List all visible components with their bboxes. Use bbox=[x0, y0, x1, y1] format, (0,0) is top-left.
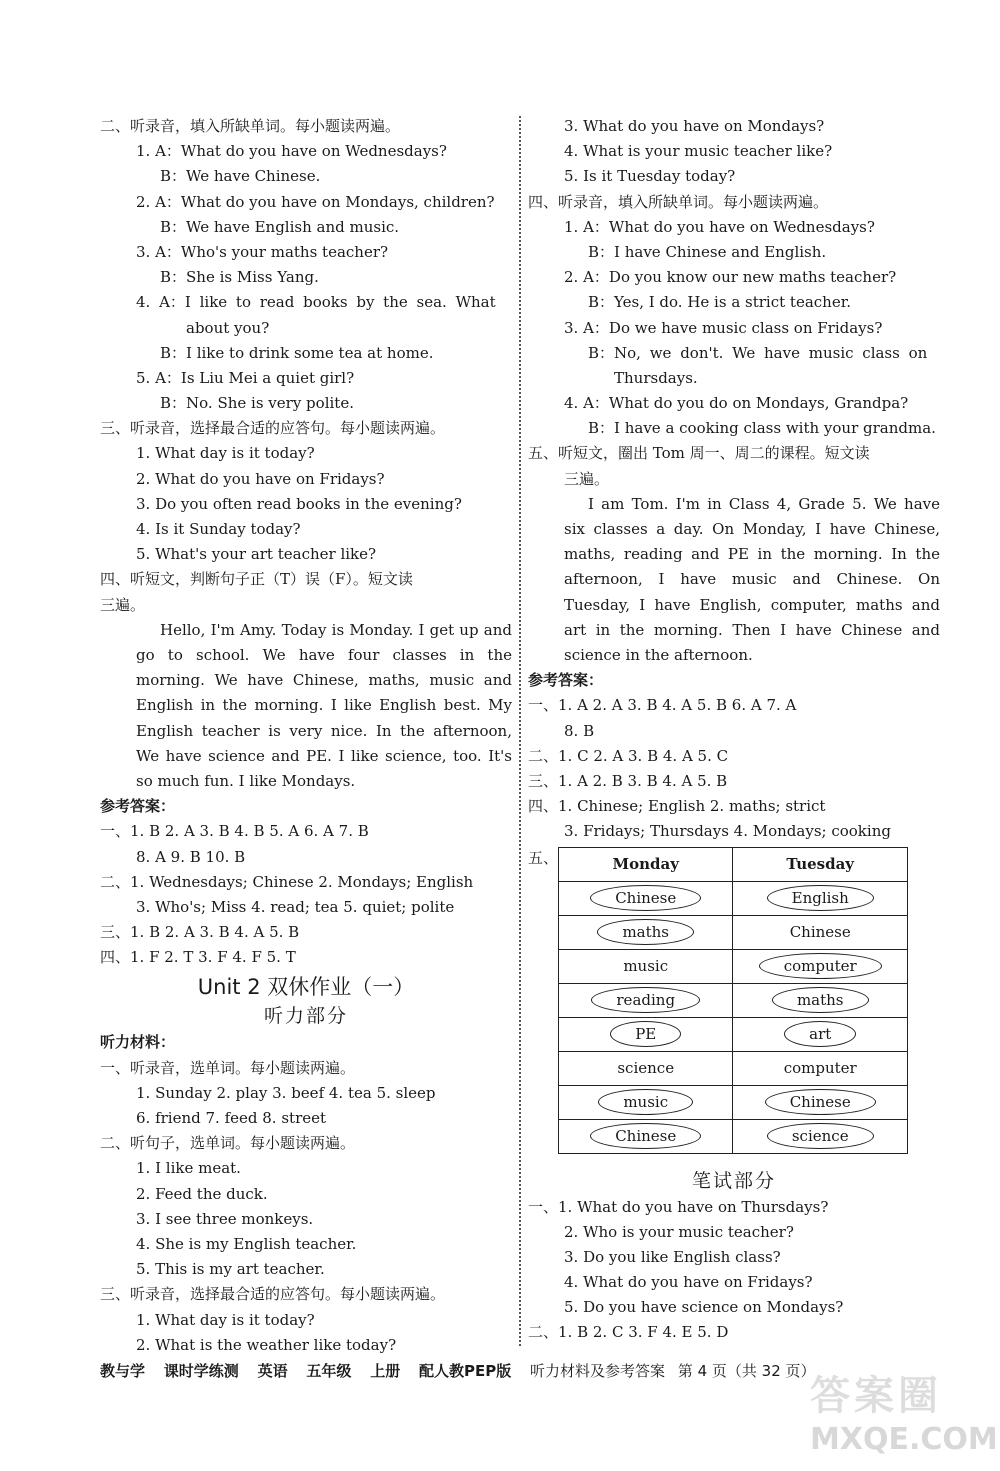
subject: music bbox=[623, 957, 669, 976]
answer-line: 3. Who's; Miss 4. read; tea 5. quiet; polite bbox=[136, 897, 455, 916]
dialog-line: B：Yes, I do. He is a strict teacher. bbox=[588, 293, 851, 312]
table-row bbox=[559, 1119, 908, 1153]
answer-five-label: 五、 bbox=[528, 848, 559, 867]
table-cell-monday bbox=[559, 1119, 733, 1153]
section-title: 五、听短文，圈出 Tom 周一、周二的课程。短文读 bbox=[528, 444, 870, 463]
answer-line: 一、1. B 2. A 3. B 4. B 5. A 6. A 7. B bbox=[100, 822, 369, 841]
material-title: 听力材料： bbox=[100, 1033, 176, 1052]
circled-subject: Chinese bbox=[590, 1123, 701, 1149]
dialog-line: B：No, we don't. We have music class on bbox=[588, 343, 928, 362]
list-item: 5. What's your art teacher like? bbox=[136, 545, 377, 564]
table-row bbox=[559, 949, 908, 983]
list-item: 3. What do you have on Mondays? bbox=[564, 117, 825, 135]
right-column bbox=[528, 114, 940, 1346]
column-divider bbox=[519, 116, 521, 1346]
watermark-url: MXQE.COM bbox=[810, 1422, 998, 1457]
circled-subject: computer bbox=[759, 953, 882, 979]
answer-line: 2. Who is your music teacher? bbox=[564, 1222, 794, 1241]
table-cell-monday bbox=[559, 1051, 733, 1085]
table-cell-tuesday bbox=[733, 983, 908, 1017]
dialog-line: B：I like to drink some tea at home. bbox=[160, 343, 434, 362]
written-part-title: 笔试部分 bbox=[691, 1169, 776, 1192]
passage: Hello, I'm Amy. Today is Monday. I get up and go to school. We have four classes in the morning. We have Chinese, maths, music and English in the morning. I like English best. My English teacher is very nice. In the afternoon, We have science and PE. I like science, too. It's so much fun. I like Mondays. bbox=[136, 620, 512, 790]
subject: science bbox=[617, 1059, 675, 1078]
dialog-line: 3. A：Who's your maths teacher? bbox=[136, 242, 389, 261]
word-list: 6. friend 7. feed 8. street bbox=[136, 1109, 327, 1128]
table-row bbox=[559, 1085, 908, 1119]
answer-five bbox=[528, 847, 940, 1167]
answer-line: 8. A 9. B 10. B bbox=[136, 847, 246, 866]
dialog-line: B：I have Chinese and English. bbox=[588, 242, 827, 261]
circled-subject: music bbox=[598, 1089, 693, 1115]
schedule-table bbox=[558, 847, 908, 1154]
table-cell-tuesday bbox=[733, 881, 908, 915]
section-title: 三、听录音，选择最合适的应答句。每小题读两遍。 bbox=[100, 1285, 446, 1304]
section-title-cont: 三遍。 bbox=[564, 469, 610, 488]
circled-subject: PE bbox=[610, 1021, 681, 1047]
watermark bbox=[810, 1370, 998, 1465]
part-title: 听力部分 bbox=[263, 1005, 348, 1028]
table-header-monday: Monday bbox=[559, 847, 733, 881]
list-item: 3. I see three monkeys. bbox=[136, 1209, 314, 1228]
answer-line: 四、1. F 2. T 3. F 4. F 5. T bbox=[100, 948, 296, 967]
dialog-line: B：We have Chinese. bbox=[160, 167, 321, 186]
section-title: 二、听句子，选单词。每小题读两遍。 bbox=[100, 1134, 356, 1153]
dialog-line: 5. A：Is Liu Mei a quiet girl? bbox=[136, 368, 355, 387]
answer-line: 3. Do you like English class? bbox=[564, 1247, 781, 1266]
dialog-line: B：We have English and music. bbox=[160, 217, 400, 236]
circled-subject: maths bbox=[772, 987, 869, 1013]
table-cell-tuesday bbox=[733, 1119, 908, 1153]
table-cell-tuesday bbox=[733, 1085, 908, 1119]
table-header-tuesday: Tuesday bbox=[733, 847, 908, 881]
dialog-line: about you? bbox=[186, 318, 270, 337]
list-item: 4. Is it Sunday today? bbox=[136, 520, 301, 538]
circled-subject: English bbox=[767, 885, 874, 911]
list-item: 1. I like meat. bbox=[136, 1159, 241, 1178]
table-row bbox=[559, 881, 908, 915]
answer-line: 一、1. What do you have on Thursdays? bbox=[528, 1197, 829, 1216]
section-title: 三、听录音，选择最合适的应答句。每小题读两遍。 bbox=[100, 419, 446, 438]
section-title: 四、听短文，判断句子正（T）误（F）。短文读 bbox=[100, 570, 413, 589]
table-cell-tuesday bbox=[733, 1051, 908, 1085]
footer-page: 第 4 页（共 32 页） bbox=[677, 1362, 816, 1380]
dialog-line: 3. A：Do we have music class on Fridays? bbox=[564, 318, 883, 337]
table-cell-monday bbox=[559, 915, 733, 949]
answer-line: 5. Do you have science on Mondays? bbox=[564, 1298, 844, 1317]
answer-line: 一、1. A 2. A 3. B 4. A 5. B 6. A 7. A bbox=[528, 696, 797, 715]
answer-line: 三、1. B 2. A 3. B 4. A 5. B bbox=[100, 923, 300, 942]
passage: I am Tom. I'm in Class 4, Grade 5. We have six classes a day. On Monday, I have Chinese, maths, reading and PE in the morning. In the afternoon, I have music and Chinese. On Tuesday, I have English, computer, maths and art in the morning. Then I have Chinese and science in the afternoon. bbox=[564, 494, 940, 665]
list-item: 2. What do you have on Fridays? bbox=[136, 469, 385, 488]
dialog-line: 1. A：What do you have on Wednesdays? bbox=[136, 142, 447, 161]
footer-edition: 配人教PEP版 bbox=[418, 1362, 512, 1380]
subject: Chinese bbox=[789, 923, 851, 942]
left-column bbox=[100, 114, 512, 1358]
footer-subject: 英语 bbox=[257, 1362, 288, 1380]
section-title: 四、听录音，填入所缺单词。每小题读两遍。 bbox=[528, 192, 829, 211]
table-row bbox=[559, 1017, 908, 1051]
circled-subject: art bbox=[784, 1021, 856, 1047]
circled-subject: Chinese bbox=[590, 885, 701, 911]
list-item: 1. What day is it today? bbox=[136, 1310, 315, 1329]
answer-line: 二、1. C 2. A 3. B 4. A 5. C bbox=[528, 746, 729, 765]
footer-grade: 五年级 bbox=[306, 1362, 352, 1380]
list-item: 1. What day is it today? bbox=[136, 444, 315, 463]
section-title: 一、听录音，选单词。每小题读两遍。 bbox=[100, 1058, 356, 1077]
answer-line: 二、1. Wednesdays; Chinese 2. Mondays; English bbox=[100, 872, 474, 891]
footer-note: 听力材料及参考答案 bbox=[530, 1362, 666, 1380]
circled-subject: maths bbox=[597, 919, 694, 945]
list-item: 2. What is the weather like today? bbox=[136, 1335, 397, 1354]
table-cell-monday bbox=[559, 949, 733, 983]
footer-volume: 上册 bbox=[370, 1362, 401, 1380]
circled-subject: Chinese bbox=[765, 1089, 876, 1115]
table-cell-tuesday bbox=[733, 915, 908, 949]
list-item: 2. Feed the duck. bbox=[136, 1184, 268, 1203]
list-item: 3. Do you often read books in the evening? bbox=[136, 494, 462, 513]
footer-brand: 教与学 bbox=[100, 1362, 146, 1380]
dialog-line: B：I have a cooking class with your grandma. bbox=[588, 419, 936, 438]
circled-subject: reading bbox=[591, 987, 700, 1013]
dialog-line: B：She is Miss Yang. bbox=[160, 268, 319, 287]
dialog-line: 4. A：I like to read books by the sea. What bbox=[136, 293, 496, 312]
list-item: 4. She is my English teacher. bbox=[136, 1234, 357, 1253]
list-item: 4. What is your music teacher like? bbox=[564, 142, 833, 161]
answer-line: 8. B bbox=[564, 721, 595, 740]
dialog-line: 1. A：What do you have on Wednesdays? bbox=[564, 217, 875, 236]
table-row bbox=[559, 983, 908, 1017]
dialog-line: B：No. She is very polite. bbox=[160, 394, 354, 413]
table-cell-tuesday bbox=[733, 949, 908, 983]
section-title: 二、听录音，填入所缺单词。每小题读两遍。 bbox=[100, 117, 401, 135]
table-cell-tuesday bbox=[733, 1017, 908, 1051]
circled-subject: science bbox=[767, 1123, 874, 1149]
table-cell-monday bbox=[559, 1017, 733, 1051]
table-row bbox=[559, 915, 908, 949]
dialog-line: 2. A：What do you have on Mondays, children? bbox=[136, 192, 495, 211]
table-cell-monday bbox=[559, 1085, 733, 1119]
list-item: 5. Is it Tuesday today? bbox=[564, 167, 736, 186]
list-item: 5. This is my art teacher. bbox=[136, 1260, 325, 1279]
answer-title: 参考答案： bbox=[528, 671, 604, 690]
answer-line: 3. Fridays; Thursdays 4. Mondays; cooking bbox=[564, 822, 891, 841]
word-list: 1. Sunday 2. play 3. beef 4. tea 5. sleep bbox=[136, 1083, 436, 1102]
dialog-line: Thursdays. bbox=[614, 368, 698, 387]
table-row bbox=[559, 1051, 908, 1085]
answer-line: 4. What do you have on Fridays? bbox=[564, 1273, 813, 1292]
table-cell-monday bbox=[559, 881, 733, 915]
section-title-cont: 三遍。 bbox=[100, 595, 146, 614]
answer-line: 四、1. Chinese; English 2. maths; strict bbox=[528, 797, 826, 816]
answer-line: 二、1. B 2. C 3. F 4. E 5. D bbox=[528, 1323, 729, 1342]
table-cell-monday bbox=[559, 983, 733, 1017]
answer-line: 三、1. A 2. B 3. B 4. A 5. B bbox=[528, 771, 728, 790]
unit-title: Unit 2 双休作业（一） bbox=[197, 975, 415, 1000]
watermark-logo: 答案圈 bbox=[810, 1373, 942, 1419]
dialog-line: 2. A：Do you know our new maths teacher? bbox=[564, 268, 897, 287]
footer-series: 课时学练测 bbox=[163, 1362, 239, 1380]
subject: computer bbox=[783, 1059, 857, 1078]
answer-title: 参考答案： bbox=[100, 797, 176, 816]
dialog-line: 4. A：What do you do on Mondays, Grandpa? bbox=[564, 394, 909, 413]
